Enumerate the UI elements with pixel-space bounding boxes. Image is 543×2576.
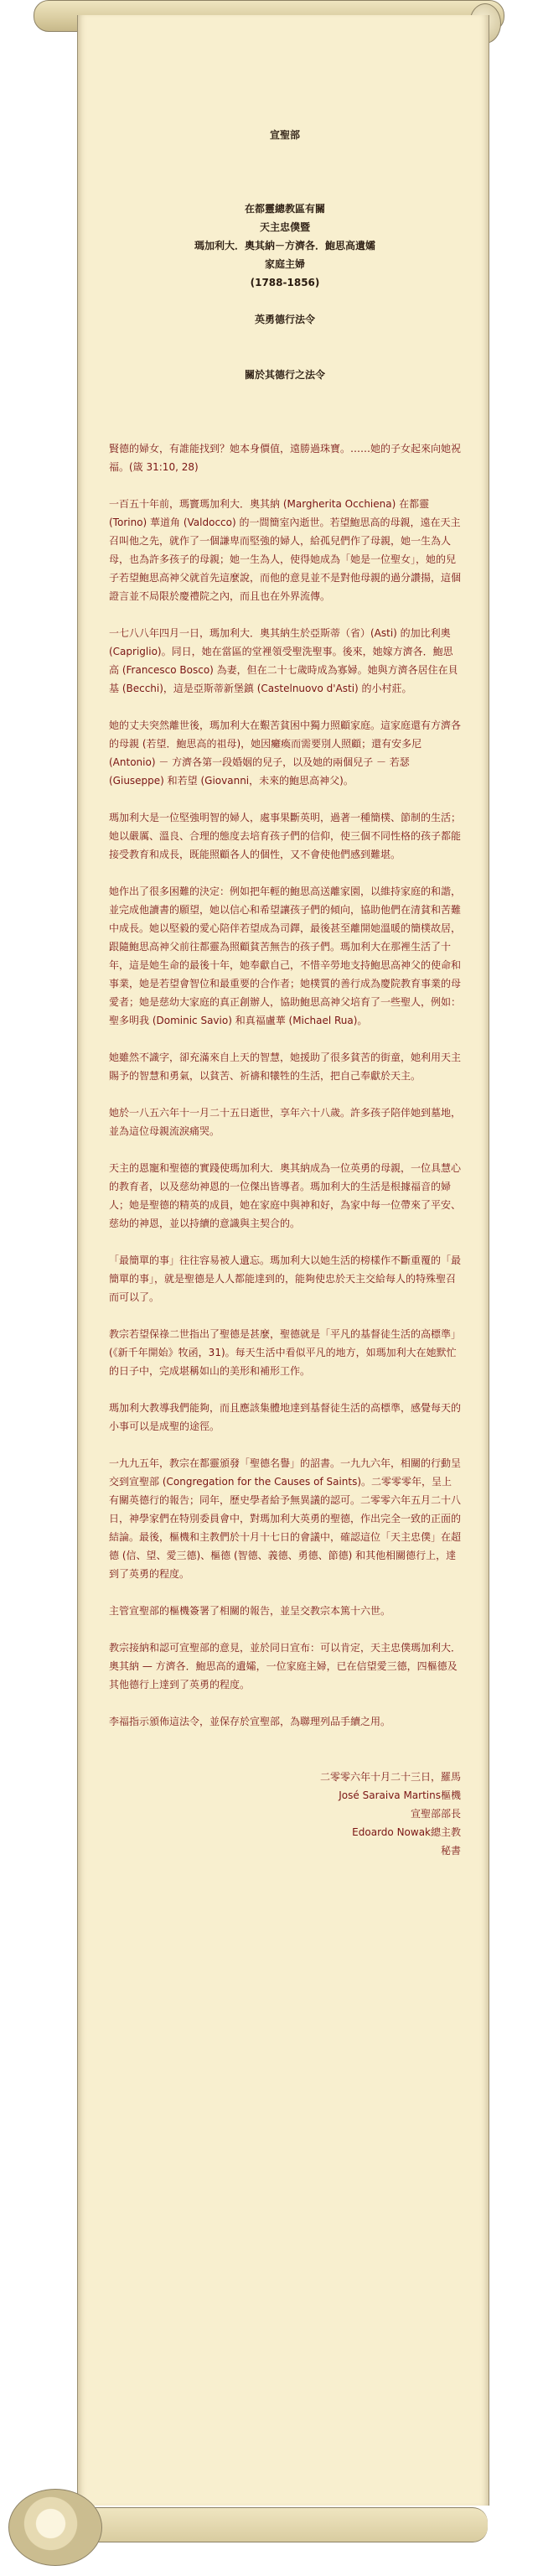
section-title: 關於其德行之法令 (244, 369, 325, 381)
header-line-2: 天主忠僕暨 (259, 221, 310, 233)
paragraph: 一七八八年四月一日，瑪加利大．奧其納生於亞斯蒂（省）(Asti) 的加比利奧 (Capriglio)。同日，她在當區的堂裡領受聖洗聖事。後來，她嫁方濟各．鮑思高 (Francesco Bosco) 為妻，但在二十七歲時成為寡婦。她與方濟各居住在貝基 (Becchi)，這是亞斯蒂新堡鎮 (Castelnuovo d'Asti) 的小村莊。 (109, 627, 458, 694)
scroll-bottom-roll-end (8, 2489, 102, 2566)
signature-date: 二零零六年十月二十三日，羅馬 (319, 1771, 461, 1783)
paragraph: 教宗接納和認可宣聖部的意見，並於同日宣布：可以肯定，天主忠僕瑪加利大．奧其納 — 方濟各．鮑思高的遺孀，一位家庭主婦，已在信望愛三德，四樞德及其他德行上達到了英勇的程度。 (109, 1642, 462, 1690)
header-line-4: 家庭主婦 (264, 258, 305, 270)
paragraph: 賢德的婦女，有誰能找到？她本身價值，遠勝過珠寶。……她的子女起來向她祝福。(箴 31:10, 28) (109, 443, 462, 473)
paragraph: 她於一八五六年十一月二十五日逝世，享年六十八歲。許多孩子陪伴她到墓地，並為這位母親流淚痛哭。 (109, 1107, 462, 1137)
signature-cardinal: José Saraiva Martins樞機 (339, 1789, 461, 1801)
paragraph: 她作出了很多困難的決定：例如把年輕的鮑思高送離家園，以維持家庭的和諧，並完成他讀書的願望，她以信心和希望讓孩子們的傾向，協助他們在清貧和苦難中成長。她以堅毅的愛心陪伴若望成為司鐸，最後甚至離開她溫暖的簡樸故居，跟隨鮑思高神父前往都靈為照顧貧苦無告的孩子們。瑪加利大在那裡生活了十年，這是她生命的最後十年，她奉獻自己，不惜辛勞地支持鮑思高神父的使命和事業，她是若望會智位和最重要的合作者；她樸質的善行成為慶院教育事業的母愛者；她是慈幼大家庭的真正創辦人，協助鮑思高神父培育了一些聖人，例如：聖多明我 (Dominic Savio) 和真福盧華 (Michael Rua)。 (109, 886, 462, 1026)
header-line-3: 瑪加利大．奧其納－方濟各．鮑思高遺孀 (194, 240, 375, 252)
paragraph: 一百五十年前，瑪竇瑪加利大．奧其納 (Margherita Occhiena) 在都靈 (Torino) 華道角 (Valdocco) 的一間簡室內逝世。若望鮑思高的母親，遠在天主召叫他之先，就作了一個謙卑而堅強的婦人，給孤兒們作了母親，她一生為人母，也為許多孩子的母親；她一生為人，使得她成為「她是一位聖女」，她的兒子若望鮑思高神父就首先這麼說，而他的意見並不是對他母親的過分讚揚，這個證言並不局限於慶禮院之內，而且也在外界流傳。 (109, 498, 462, 602)
document-title: 宣聖部 (269, 129, 300, 141)
paragraph: 她的丈夫突然離世後，瑪加利大在艱苦貧困中獨力照顧家庭。這家庭還有方濟各的母親 (若望．鮑思高的祖母)，她因癱瘓而需要別人照顧；還有安多尼 (Antonio) － 方濟各第一段婚姻的兒子，以及她的兩個兒子 － 若瑟 (Giuseppe) 和若望 (Giovanni，未來的鮑思高神父)。 (109, 719, 462, 787)
signature-cardinal-title: 宣聖部部長 (410, 1808, 461, 1820)
paragraph: 李福指示頒佈這法令，並保存於宣聖部，為聯理列品手續之用。 (109, 1716, 391, 1727)
document-body (109, 439, 461, 1731)
paragraph: 瑪加利大是一位堅強明智的婦人，處事果斷英明，過著一種簡樸、節制的生活；她以嚴厲、溫良、合理的態度去培育孩子們的信仰，使三個不同性格的孩子都能接受教育和成長，既能照顧各人的個性，又不會使他們感到難堪。 (109, 812, 462, 860)
signature-block (109, 1768, 461, 1860)
document-content (109, 126, 461, 1860)
header-line-6: 英勇德行法令 (254, 314, 315, 325)
paragraph: 教宗若望保祿二世指出了聖德是甚麼，聖德就是「平凡的基督徒生活的高標準」(《新千年開始》牧函，31)。每天生活中看似平凡的地方，如瑪加利大在她默忙的日子中，完成堪稱如山的美形和補形工作。 (109, 1328, 462, 1377)
paragraph: 一九九五年，教宗在都靈頒發「聖德名譽」的詔書。一九九六年，相關的行動呈交到宣聖部 (Congregation for the Causes of Saints)。二零零零年，呈上有關英德行的報告；同年，歷史學者給予無異議的認可。二零零六年五月二十八日，神學家們在特別委員會中，對瑪加利大英勇的聖德，作出完全一致的正面的結論。最後，樞機和主教們於十月十七日的會議中，確認這位「天主忠僕」在超德 (信、望、愛三德)、樞德 (智德、義德、勇德、節德) 和其他相關德行上，達到了英勇的程度。 (109, 1457, 462, 1580)
signature-secretary-title: 秘書 (440, 1845, 461, 1857)
paragraph: 她雖然不識字，卻充滿來自上天的智慧，她援助了很多貧苦的街童，她利用天主賜予的智慧和勇氣，以貧苦、祈禱和犧牲的生活，把自己奉獻於天主。 (109, 1052, 462, 1082)
paragraph: 主管宣聖部的樞機簽署了相關的報告，並呈交教宗本篤十六世。 (109, 1605, 391, 1617)
header-line-1: 在都靈總教區有關 (244, 203, 325, 215)
paragraph: 天主的恩寵和聖德的實踐使瑪加利大．奧其納成為一位英勇的母親，一位具慧心的教育者，以及慈幼神恩的一位傑出皆導者。瑪加利大的生活是根據福音的婦人；她是聖德的精英的成員，她在家庭中與神和好，為家中每一位帶來了平安、慈幼的神恩，並以持續的意識與主契合的。 (109, 1162, 462, 1229)
header-line-5: (1788-1856) (250, 277, 320, 288)
paragraph: 「最簡單的事」往往容易被人遺忘。瑪加利大以她生活的榜樣作不斷重覆的「最簡單的事」，就是聖德是人人都能達到的，能夠使忠於天主交給每人的特殊聖召而可以了。 (109, 1254, 462, 1303)
signature-secretary: Edoardo Nowak總主教 (352, 1826, 461, 1838)
document-header (109, 126, 461, 384)
paragraph: 瑪加利大教導我們能夠，而且應該集體地達到基督徒生活的高標準，感覺每天的小事可以是成聖的途徑。 (109, 1402, 462, 1432)
scroll-bottom-roll (54, 2507, 488, 2542)
